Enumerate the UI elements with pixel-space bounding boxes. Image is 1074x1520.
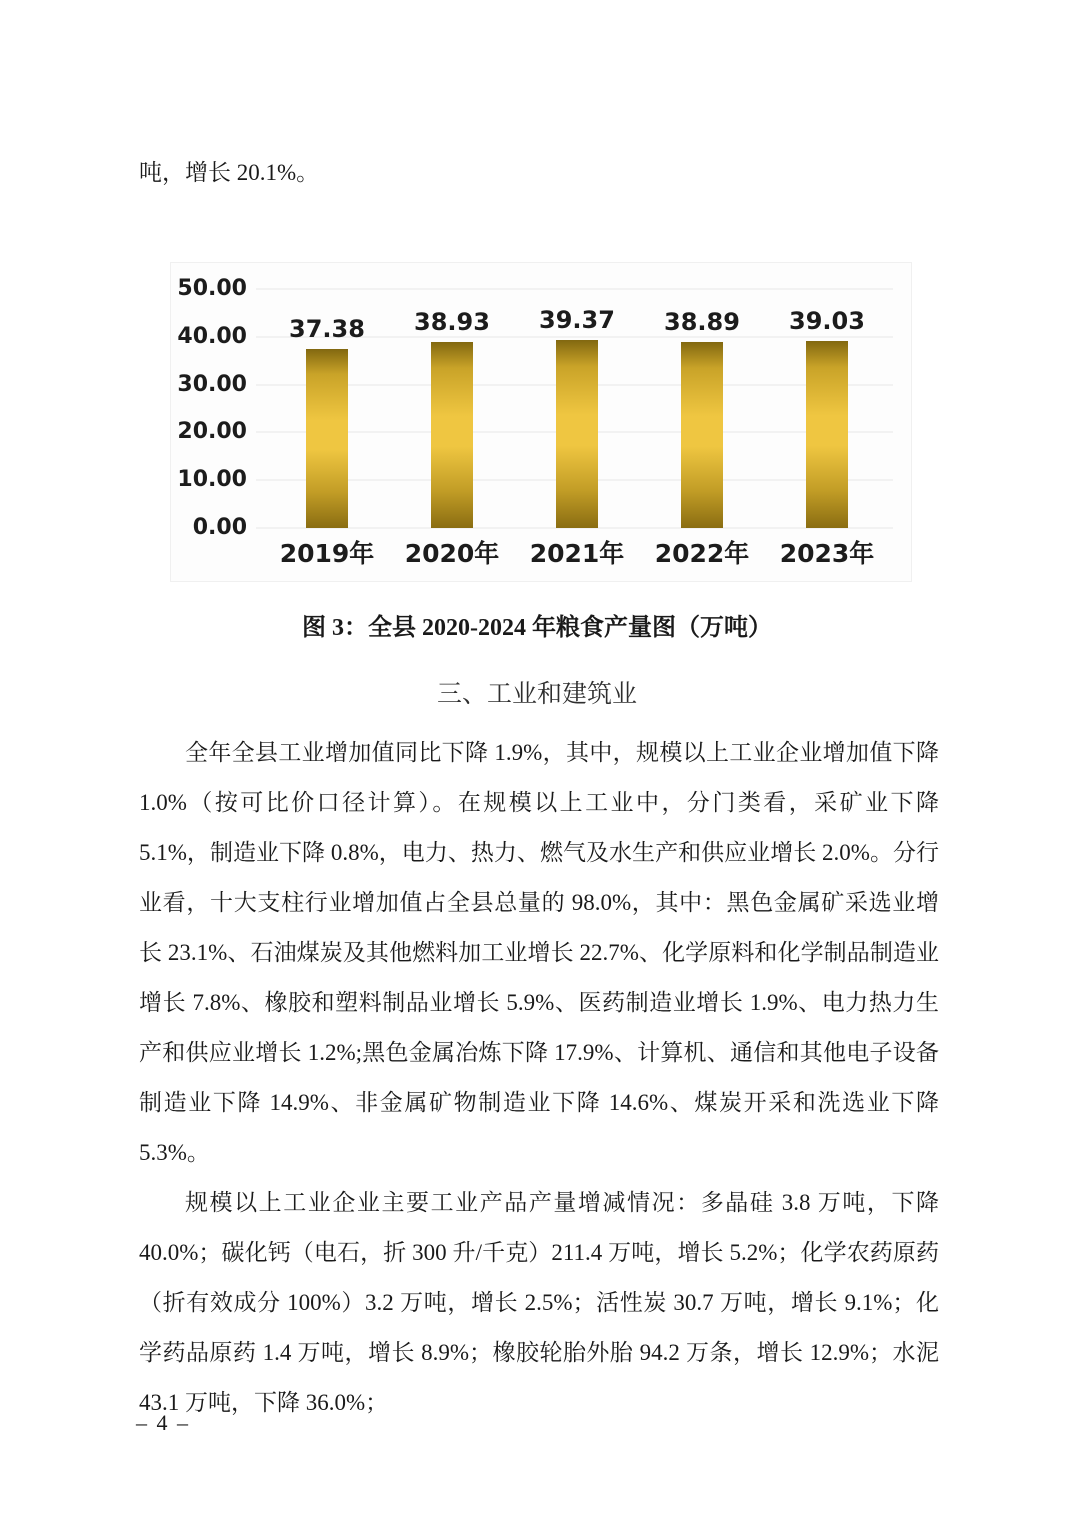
x-axis-tick-label: 2020年 — [404, 539, 500, 568]
x-axis-tick-label: 2023年 — [779, 539, 875, 568]
bar-value-label: 38.93 — [414, 307, 490, 336]
bar-2022年 — [681, 342, 723, 528]
bar-2019年 — [306, 349, 348, 528]
bar-2020年 — [431, 342, 473, 528]
page-number: – 4 – — [136, 1410, 190, 1435]
bar-value-label: 39.37 — [539, 305, 615, 334]
y-axis-tick-label: 10.00 — [177, 467, 247, 493]
y-axis-tick-label: 20.00 — [177, 419, 247, 445]
y-axis-tick-label: 30.00 — [177, 371, 247, 397]
paragraph-industrial-products: 规模以上工业企业主要工业产品产量增减情况：多晶硅 3.8 万吨，下降 40.0%；碳化钙（电石，折 300 升/千克）211.4 万吨，增长 5.2%；化学农药原药（折有效成分 100%）3.2 万吨，增长 2.5%；活性炭 30.7 万吨，增长 9.1%；化学药品原药 1.4 万吨，增长 8.9%；橡胶轮胎外胎 94.2 万条，增长 12.9%；水泥 43.1 万吨，下降 36.0%； — [139, 1190, 939, 1415]
paragraph-continuation-text: 吨，增长 20.1%。 — [139, 160, 320, 185]
y-axis-tick-label: 40.00 — [177, 323, 247, 349]
section-heading: 三、工业和建筑业 — [436, 681, 637, 708]
bar-value-label: 38.89 — [664, 308, 740, 337]
paragraph-industry-overview: 全年全县工业增加值同比下降 1.9%，其中，规模以上工业企业增加值下降 1.0%（按可比价口径计算）。在规模以上工业中，分门类看，采矿业下降 5.1%，制造业下降 0.8%，电力、热力、燃气及水生产和供应业增长 2.0%。分行业看，十大支柱行业增加值占全县总量的 98.0%，其中：黑色金属矿采选业增长 23.1%、石油煤炭及其他燃料加工业增长 22.7%、化学原料和化学制品制造业增长 7.8%、橡胶和塑料制品业增长 5.9%、医药制造业增长 1.9%、电力热力生产和供应业增长 1.2%;黑色金属冶炼下降 17.9%、计算机、通信和其他电子设备制造业下降 14.9%、非金属矿物制造业下降 14.6%、煤炭开采和洗选业下降 5.3%。 — [139, 740, 939, 1165]
bar-2023年 — [806, 341, 848, 528]
x-axis-tick-label: 2021年 — [529, 539, 625, 568]
body-text-block — [139, 728, 939, 1428]
x-axis-tick-label: 2019年 — [279, 539, 375, 568]
bar-value-label: 39.03 — [789, 307, 865, 336]
bar-value-label: 37.38 — [289, 315, 365, 344]
gridline — [256, 288, 893, 290]
grain-output-bar-chart — [170, 262, 912, 582]
bar-2021年 — [556, 340, 598, 528]
y-axis-tick-label: 50.00 — [177, 276, 247, 301]
figure-caption: 图 3：全县 2020-2024 年粮食产量图（万吨） — [302, 615, 772, 641]
x-axis-tick-label: 2022年 — [654, 539, 750, 568]
y-axis-tick-label: 0.00 — [192, 515, 247, 540]
